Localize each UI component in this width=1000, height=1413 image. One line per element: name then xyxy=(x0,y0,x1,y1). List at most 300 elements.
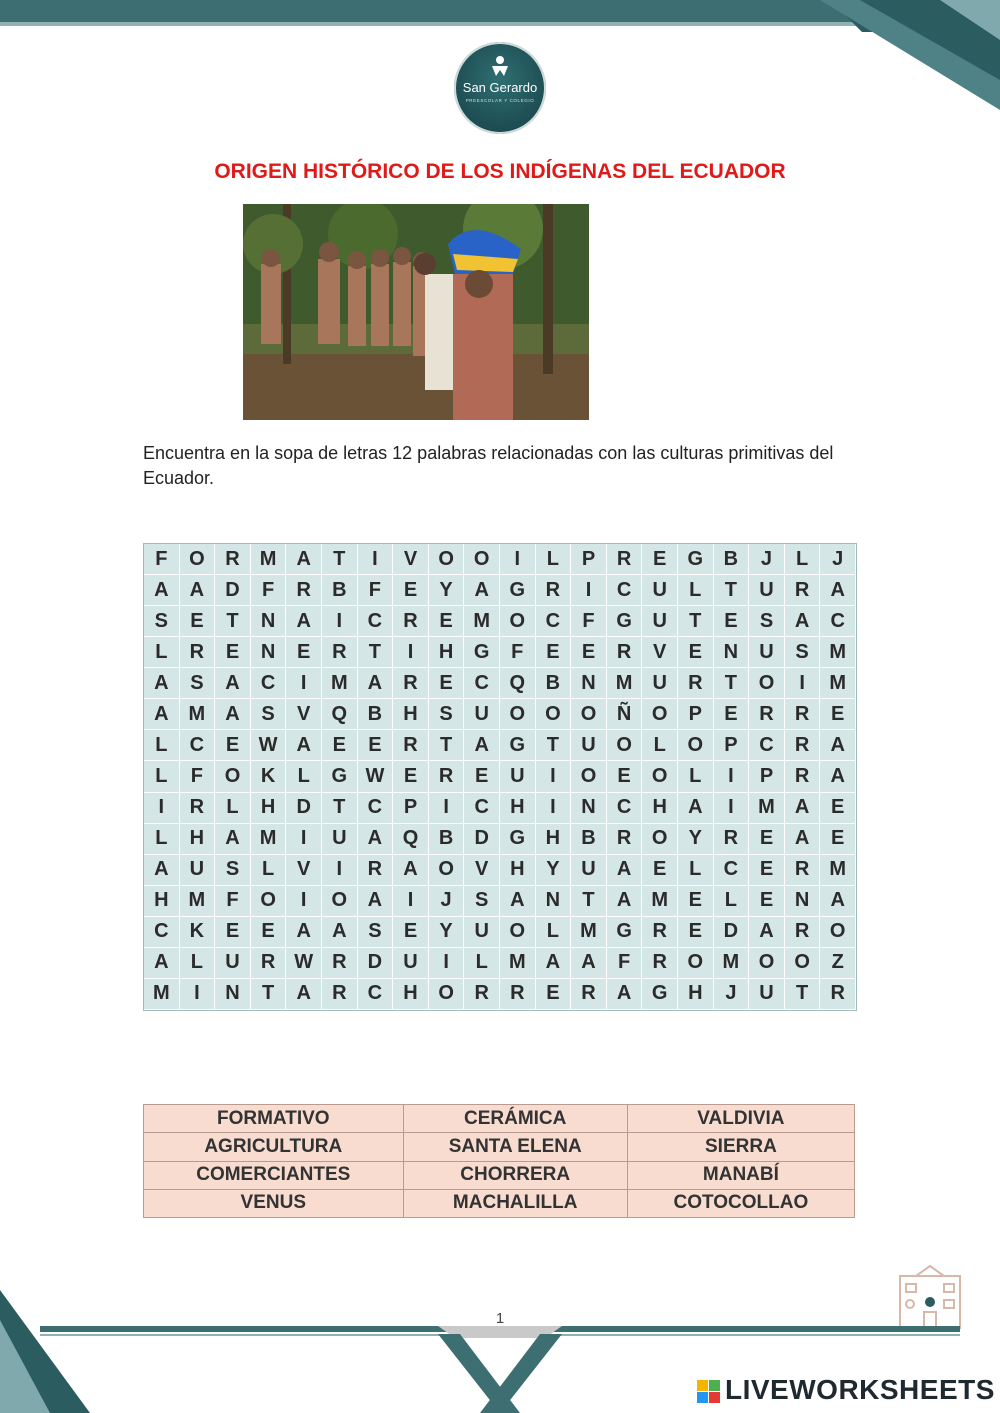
grid-letter[interactable]: O xyxy=(536,699,572,730)
grid-letter[interactable]: E xyxy=(251,917,287,948)
grid-letter[interactable]: T xyxy=(571,886,607,917)
grid-letter[interactable]: D xyxy=(464,824,500,855)
grid-letter[interactable]: A xyxy=(286,730,322,761)
grid-letter[interactable]: L xyxy=(144,730,180,761)
grid-letter[interactable]: I xyxy=(393,886,429,917)
grid-letter[interactable]: B xyxy=(358,699,394,730)
grid-letter[interactable]: S xyxy=(251,699,287,730)
grid-letter[interactable]: N xyxy=(571,668,607,699)
grid-letter[interactable]: C xyxy=(464,793,500,824)
grid-letter[interactable]: A xyxy=(358,886,394,917)
grid-letter[interactable]: I xyxy=(322,855,358,886)
grid-letter[interactable]: R xyxy=(785,730,821,761)
grid-letter[interactable]: A xyxy=(286,544,322,575)
grid-letter[interactable]: N xyxy=(785,886,821,917)
grid-letter[interactable]: T xyxy=(785,979,821,1010)
grid-letter[interactable]: H xyxy=(144,886,180,917)
grid-letter[interactable]: P xyxy=(714,730,750,761)
grid-letter[interactable]: M xyxy=(642,886,678,917)
grid-letter[interactable]: U xyxy=(322,824,358,855)
grid-letter[interactable]: R xyxy=(642,917,678,948)
grid-letter[interactable]: D xyxy=(215,575,251,606)
grid-letter[interactable]: F xyxy=(607,948,643,979)
grid-letter[interactable]: E xyxy=(393,761,429,792)
grid-letter[interactable]: J xyxy=(749,544,785,575)
grid-letter[interactable]: F xyxy=(358,575,394,606)
grid-letter[interactable]: Y xyxy=(536,855,572,886)
grid-letter[interactable]: J xyxy=(714,979,750,1010)
grid-letter[interactable]: L xyxy=(536,917,572,948)
grid-letter[interactable]: A xyxy=(571,948,607,979)
grid-letter[interactable]: I xyxy=(286,824,322,855)
grid-letter[interactable]: Q xyxy=(500,668,536,699)
grid-letter[interactable]: S xyxy=(358,917,394,948)
grid-letter[interactable]: E xyxy=(215,917,251,948)
grid-letter[interactable]: E xyxy=(678,917,714,948)
grid-letter[interactable]: R xyxy=(571,979,607,1010)
grid-letter[interactable]: O xyxy=(500,917,536,948)
grid-letter[interactable]: M xyxy=(322,668,358,699)
grid-letter[interactable]: E xyxy=(749,824,785,855)
grid-letter[interactable]: O xyxy=(500,699,536,730)
grid-letter[interactable]: K xyxy=(180,917,216,948)
grid-letter[interactable]: T xyxy=(215,606,251,637)
grid-letter[interactable]: F xyxy=(251,575,287,606)
grid-letter[interactable]: J xyxy=(820,544,856,575)
grid-letter[interactable]: V xyxy=(642,637,678,668)
grid-letter[interactable]: O xyxy=(215,761,251,792)
grid-letter[interactable]: F xyxy=(500,637,536,668)
grid-letter[interactable]: E xyxy=(322,730,358,761)
grid-letter[interactable]: O xyxy=(571,761,607,792)
grid-letter[interactable]: H xyxy=(429,637,465,668)
grid-letter[interactable]: V xyxy=(393,544,429,575)
word-search-grid[interactable] xyxy=(143,543,857,1011)
grid-letter[interactable]: F xyxy=(571,606,607,637)
grid-letter[interactable]: O xyxy=(429,544,465,575)
grid-letter[interactable]: A xyxy=(785,793,821,824)
grid-letter[interactable]: K xyxy=(251,761,287,792)
grid-letter[interactable]: N xyxy=(714,637,750,668)
grid-letter[interactable]: D xyxy=(286,793,322,824)
grid-letter[interactable]: A xyxy=(536,948,572,979)
grid-letter[interactable]: R xyxy=(393,730,429,761)
grid-letter[interactable]: B xyxy=(536,668,572,699)
grid-letter[interactable]: B xyxy=(714,544,750,575)
grid-letter[interactable]: T xyxy=(714,575,750,606)
grid-letter[interactable]: L xyxy=(536,544,572,575)
grid-letter[interactable]: C xyxy=(358,793,394,824)
grid-letter[interactable]: R xyxy=(393,606,429,637)
grid-letter[interactable]: N xyxy=(536,886,572,917)
grid-letter[interactable]: F xyxy=(215,886,251,917)
grid-letter[interactable]: H xyxy=(180,824,216,855)
grid-letter[interactable]: E xyxy=(358,730,394,761)
grid-letter[interactable]: M xyxy=(571,917,607,948)
grid-letter[interactable]: O xyxy=(678,948,714,979)
grid-letter[interactable]: A xyxy=(678,793,714,824)
grid-letter[interactable]: N xyxy=(215,979,251,1010)
grid-letter[interactable]: L xyxy=(678,855,714,886)
grid-letter[interactable]: A xyxy=(464,730,500,761)
grid-letter[interactable]: R xyxy=(607,544,643,575)
grid-letter[interactable]: B xyxy=(322,575,358,606)
grid-letter[interactable]: A xyxy=(144,699,180,730)
grid-letter[interactable]: O xyxy=(251,886,287,917)
grid-letter[interactable]: U xyxy=(749,979,785,1010)
grid-letter[interactable]: I xyxy=(571,575,607,606)
grid-letter[interactable]: E xyxy=(820,793,856,824)
grid-letter[interactable]: J xyxy=(429,886,465,917)
grid-letter[interactable]: R xyxy=(500,979,536,1010)
grid-letter[interactable]: C xyxy=(358,606,394,637)
grid-letter[interactable]: W xyxy=(251,730,287,761)
grid-letter[interactable]: Y xyxy=(678,824,714,855)
grid-letter[interactable]: R xyxy=(215,544,251,575)
grid-letter[interactable]: E xyxy=(820,699,856,730)
grid-letter[interactable]: F xyxy=(144,544,180,575)
grid-letter[interactable]: C xyxy=(607,575,643,606)
grid-letter[interactable]: M xyxy=(251,824,287,855)
grid-letter[interactable]: D xyxy=(358,948,394,979)
grid-letter[interactable]: H xyxy=(642,793,678,824)
grid-letter[interactable]: S xyxy=(785,637,821,668)
grid-letter[interactable]: A xyxy=(820,886,856,917)
grid-letter[interactable]: O xyxy=(820,917,856,948)
grid-letter[interactable]: L xyxy=(180,948,216,979)
grid-letter[interactable]: G xyxy=(322,761,358,792)
grid-letter[interactable]: I xyxy=(286,668,322,699)
grid-letter[interactable]: E xyxy=(536,979,572,1010)
grid-letter[interactable]: A xyxy=(464,575,500,606)
grid-letter[interactable]: U xyxy=(642,606,678,637)
grid-letter[interactable]: O xyxy=(180,544,216,575)
grid-letter[interactable]: R xyxy=(322,637,358,668)
grid-letter[interactable]: I xyxy=(144,793,180,824)
grid-letter[interactable]: T xyxy=(678,606,714,637)
grid-letter[interactable]: U xyxy=(642,668,678,699)
grid-letter[interactable]: O xyxy=(464,544,500,575)
grid-letter[interactable]: T xyxy=(322,544,358,575)
grid-letter[interactable]: L xyxy=(144,761,180,792)
grid-letter[interactable]: C xyxy=(536,606,572,637)
grid-letter[interactable]: P xyxy=(571,544,607,575)
grid-letter[interactable]: C xyxy=(144,917,180,948)
grid-letter[interactable]: O xyxy=(749,668,785,699)
grid-letter[interactable]: C xyxy=(607,793,643,824)
grid-letter[interactable]: R xyxy=(607,824,643,855)
grid-letter[interactable]: I xyxy=(429,948,465,979)
grid-letter[interactable]: Y xyxy=(429,917,465,948)
grid-letter[interactable]: O xyxy=(322,886,358,917)
grid-letter[interactable]: I xyxy=(358,544,394,575)
grid-letter[interactable]: T xyxy=(536,730,572,761)
grid-letter[interactable]: R xyxy=(785,575,821,606)
grid-letter[interactable]: I xyxy=(536,761,572,792)
grid-letter[interactable]: R xyxy=(785,917,821,948)
grid-letter[interactable]: M xyxy=(714,948,750,979)
grid-letter[interactable]: R xyxy=(749,699,785,730)
grid-letter[interactable]: E xyxy=(678,886,714,917)
grid-letter[interactable]: A xyxy=(393,855,429,886)
grid-letter[interactable]: O xyxy=(678,730,714,761)
grid-letter[interactable]: A xyxy=(785,606,821,637)
grid-letter[interactable]: F xyxy=(180,761,216,792)
grid-letter[interactable]: R xyxy=(322,979,358,1010)
grid-letter[interactable]: A xyxy=(358,668,394,699)
grid-letter[interactable]: B xyxy=(429,824,465,855)
grid-letter[interactable]: T xyxy=(358,637,394,668)
grid-letter[interactable]: A xyxy=(286,606,322,637)
grid-letter[interactable]: T xyxy=(429,730,465,761)
grid-letter[interactable]: C xyxy=(820,606,856,637)
grid-letter[interactable]: U xyxy=(571,855,607,886)
grid-letter[interactable]: L xyxy=(464,948,500,979)
grid-letter[interactable]: R xyxy=(536,575,572,606)
grid-letter[interactable]: A xyxy=(144,668,180,699)
grid-letter[interactable]: H xyxy=(536,824,572,855)
grid-letter[interactable]: H xyxy=(678,979,714,1010)
grid-letter[interactable]: M xyxy=(180,886,216,917)
grid-letter[interactable]: L xyxy=(144,824,180,855)
grid-letter[interactable]: R xyxy=(180,637,216,668)
grid-letter[interactable]: A xyxy=(500,886,536,917)
grid-letter[interactable]: E xyxy=(464,761,500,792)
grid-letter[interactable]: O xyxy=(429,855,465,886)
grid-letter[interactable]: A xyxy=(215,824,251,855)
grid-letter[interactable]: I xyxy=(180,979,216,1010)
grid-letter[interactable]: P xyxy=(749,761,785,792)
grid-letter[interactable]: C xyxy=(358,979,394,1010)
grid-letter[interactable]: W xyxy=(358,761,394,792)
grid-letter[interactable]: E xyxy=(429,606,465,637)
grid-letter[interactable]: G xyxy=(500,730,536,761)
grid-letter[interactable]: S xyxy=(215,855,251,886)
grid-letter[interactable]: E xyxy=(215,730,251,761)
grid-letter[interactable]: G xyxy=(678,544,714,575)
grid-letter[interactable]: R xyxy=(286,575,322,606)
grid-letter[interactable]: A xyxy=(286,979,322,1010)
grid-letter[interactable]: U xyxy=(500,761,536,792)
grid-letter[interactable]: V xyxy=(286,855,322,886)
grid-letter[interactable]: A xyxy=(820,575,856,606)
grid-letter[interactable]: Z xyxy=(820,948,856,979)
grid-letter[interactable]: Q xyxy=(393,824,429,855)
grid-letter[interactable]: I xyxy=(714,793,750,824)
grid-letter[interactable]: B xyxy=(571,824,607,855)
grid-letter[interactable]: O xyxy=(785,948,821,979)
grid-letter[interactable]: S xyxy=(144,606,180,637)
grid-letter[interactable]: V xyxy=(286,699,322,730)
grid-letter[interactable]: N xyxy=(571,793,607,824)
grid-letter[interactable]: O xyxy=(429,979,465,1010)
grid-letter[interactable]: I xyxy=(500,544,536,575)
grid-letter[interactable]: D xyxy=(714,917,750,948)
grid-letter[interactable]: L xyxy=(678,575,714,606)
grid-letter[interactable]: E xyxy=(286,637,322,668)
grid-letter[interactable]: S xyxy=(464,886,500,917)
grid-letter[interactable]: R xyxy=(393,668,429,699)
grid-letter[interactable]: E xyxy=(714,606,750,637)
grid-letter[interactable]: O xyxy=(607,730,643,761)
grid-letter[interactable]: L xyxy=(215,793,251,824)
grid-letter[interactable]: C xyxy=(714,855,750,886)
grid-letter[interactable]: S xyxy=(180,668,216,699)
grid-letter[interactable]: R xyxy=(251,948,287,979)
grid-letter[interactable]: A xyxy=(180,575,216,606)
grid-letter[interactable]: I xyxy=(322,606,358,637)
grid-letter[interactable]: I xyxy=(785,668,821,699)
grid-letter[interactable]: M xyxy=(180,699,216,730)
grid-letter[interactable]: H xyxy=(500,855,536,886)
grid-letter[interactable]: R xyxy=(678,668,714,699)
grid-letter[interactable]: O xyxy=(571,699,607,730)
grid-letter[interactable]: E xyxy=(714,699,750,730)
grid-letter[interactable]: E xyxy=(749,886,785,917)
grid-letter[interactable]: T xyxy=(714,668,750,699)
grid-letter[interactable]: G xyxy=(500,575,536,606)
grid-letter[interactable]: E xyxy=(749,855,785,886)
grid-letter[interactable]: A xyxy=(820,730,856,761)
grid-letter[interactable]: R xyxy=(607,637,643,668)
grid-letter[interactable]: U xyxy=(749,575,785,606)
grid-letter[interactable]: L xyxy=(678,761,714,792)
grid-letter[interactable]: I xyxy=(393,637,429,668)
grid-letter[interactable]: E xyxy=(393,917,429,948)
grid-letter[interactable]: L xyxy=(286,761,322,792)
grid-letter[interactable]: M xyxy=(500,948,536,979)
grid-letter[interactable]: A xyxy=(820,761,856,792)
grid-letter[interactable]: A xyxy=(215,668,251,699)
grid-letter[interactable]: E xyxy=(571,637,607,668)
grid-letter[interactable]: U xyxy=(464,917,500,948)
grid-letter[interactable]: A xyxy=(607,886,643,917)
grid-letter[interactable]: A xyxy=(215,699,251,730)
grid-letter[interactable]: T xyxy=(322,793,358,824)
grid-letter[interactable]: M xyxy=(820,855,856,886)
grid-letter[interactable]: M xyxy=(464,606,500,637)
grid-letter[interactable]: E xyxy=(642,544,678,575)
grid-letter[interactable]: R xyxy=(322,948,358,979)
grid-letter[interactable]: G xyxy=(607,917,643,948)
grid-letter[interactable]: A xyxy=(607,979,643,1010)
grid-letter[interactable]: R xyxy=(358,855,394,886)
grid-letter[interactable]: N xyxy=(251,637,287,668)
grid-letter[interactable]: E xyxy=(678,637,714,668)
grid-letter[interactable]: U xyxy=(571,730,607,761)
grid-letter[interactable]: E xyxy=(607,761,643,792)
grid-letter[interactable]: O xyxy=(642,699,678,730)
grid-letter[interactable]: E xyxy=(820,824,856,855)
grid-letter[interactable]: P xyxy=(678,699,714,730)
grid-letter[interactable]: A xyxy=(144,575,180,606)
grid-letter[interactable]: E xyxy=(393,575,429,606)
grid-letter[interactable]: R xyxy=(464,979,500,1010)
grid-letter[interactable]: S xyxy=(429,699,465,730)
grid-letter[interactable]: C xyxy=(749,730,785,761)
grid-letter[interactable]: A xyxy=(144,855,180,886)
grid-letter[interactable]: U xyxy=(393,948,429,979)
grid-letter[interactable]: G xyxy=(607,606,643,637)
grid-letter[interactable]: U xyxy=(464,699,500,730)
grid-letter[interactable]: A xyxy=(358,824,394,855)
grid-letter[interactable]: I xyxy=(536,793,572,824)
grid-letter[interactable]: Ñ xyxy=(607,699,643,730)
grid-letter[interactable]: T xyxy=(251,979,287,1010)
grid-letter[interactable]: R xyxy=(785,699,821,730)
grid-letter[interactable]: G xyxy=(642,979,678,1010)
grid-letter[interactable]: L xyxy=(714,886,750,917)
grid-letter[interactable]: H xyxy=(393,699,429,730)
grid-letter[interactable]: M xyxy=(144,979,180,1010)
grid-letter[interactable]: I xyxy=(714,761,750,792)
grid-letter[interactable]: U xyxy=(749,637,785,668)
grid-letter[interactable]: Q xyxy=(322,699,358,730)
grid-letter[interactable]: L xyxy=(785,544,821,575)
grid-letter[interactable]: R xyxy=(429,761,465,792)
grid-letter[interactable]: A xyxy=(749,917,785,948)
grid-letter[interactable]: M xyxy=(820,637,856,668)
grid-letter[interactable]: L xyxy=(642,730,678,761)
grid-letter[interactable]: E xyxy=(536,637,572,668)
grid-letter[interactable]: U xyxy=(180,855,216,886)
grid-letter[interactable]: O xyxy=(642,824,678,855)
grid-letter[interactable]: H xyxy=(500,793,536,824)
grid-letter[interactable]: R xyxy=(820,979,856,1010)
grid-letter[interactable]: R xyxy=(714,824,750,855)
grid-letter[interactable]: O xyxy=(749,948,785,979)
grid-letter[interactable]: A xyxy=(286,917,322,948)
grid-letter[interactable]: E xyxy=(642,855,678,886)
grid-letter[interactable]: O xyxy=(500,606,536,637)
grid-letter[interactable]: L xyxy=(251,855,287,886)
grid-letter[interactable]: C xyxy=(180,730,216,761)
grid-letter[interactable]: M xyxy=(749,793,785,824)
liveworksheets-brand[interactable] xyxy=(697,1374,997,1408)
grid-letter[interactable]: A xyxy=(607,855,643,886)
grid-letter[interactable]: R xyxy=(785,855,821,886)
grid-letter[interactable]: H xyxy=(393,979,429,1010)
grid-letter[interactable]: A xyxy=(144,948,180,979)
grid-letter[interactable]: H xyxy=(251,793,287,824)
grid-letter[interactable]: L xyxy=(144,637,180,668)
grid-letter[interactable]: I xyxy=(429,793,465,824)
grid-letter[interactable]: P xyxy=(393,793,429,824)
grid-letter[interactable]: R xyxy=(642,948,678,979)
grid-letter[interactable]: C xyxy=(464,668,500,699)
grid-letter[interactable]: E xyxy=(180,606,216,637)
grid-letter[interactable]: E xyxy=(215,637,251,668)
grid-letter[interactable]: M xyxy=(820,668,856,699)
grid-letter[interactable]: N xyxy=(251,606,287,637)
grid-letter[interactable]: S xyxy=(749,606,785,637)
grid-letter[interactable]: R xyxy=(785,761,821,792)
grid-letter[interactable]: R xyxy=(180,793,216,824)
grid-letter[interactable]: M xyxy=(607,668,643,699)
grid-letter[interactable]: V xyxy=(464,855,500,886)
grid-letter[interactable]: G xyxy=(500,824,536,855)
grid-letter[interactable]: C xyxy=(251,668,287,699)
grid-letter[interactable]: U xyxy=(215,948,251,979)
grid-letter[interactable]: W xyxy=(286,948,322,979)
grid-letter[interactable]: M xyxy=(251,544,287,575)
grid-letter[interactable]: U xyxy=(642,575,678,606)
grid-letter[interactable]: A xyxy=(322,917,358,948)
grid-letter[interactable]: G xyxy=(464,637,500,668)
grid-letter[interactable]: I xyxy=(286,886,322,917)
grid-letter[interactable]: A xyxy=(785,824,821,855)
grid-letter[interactable]: E xyxy=(429,668,465,699)
